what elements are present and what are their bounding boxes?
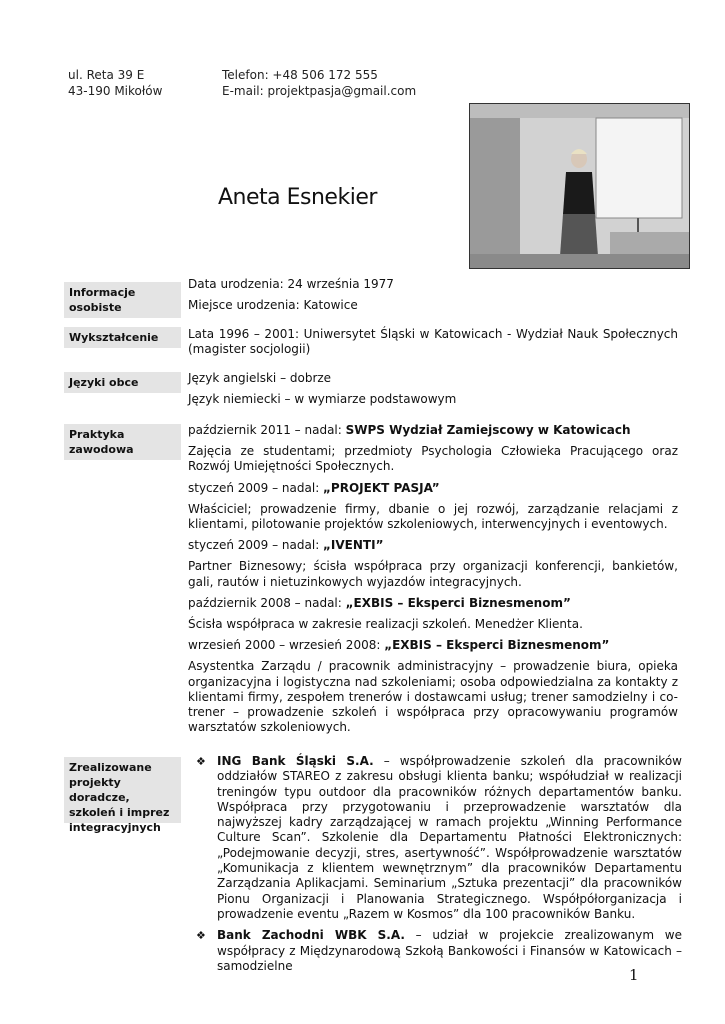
phone-number: Telefon: +48 506 172 555 — [222, 68, 378, 82]
section-label-projects: Zrealizowane projekty doradcze, szkoleń i imprez integracyjnych — [64, 757, 181, 823]
experience-info — [188, 423, 678, 741]
birth-date: Data urodzenia: 24 września 1977 — [188, 277, 394, 291]
languages-info — [188, 371, 678, 413]
education-entry: Lata 1996 – 2001: Uniwersytet Śląski w Katowicach - Wydział Nauk Społecznych (magister socjologii) — [188, 327, 678, 356]
diamond-bullet-icon: ❖ — [196, 929, 206, 943]
address-city: 43-190 Mikołów — [68, 84, 163, 98]
job-heading: styczeń 2009 – nadal: „PROJEKT PASJA” — [188, 480, 440, 495]
projects-list — [196, 754, 682, 980]
job-organization: „EXBIS – Eksperci Biznesmenom” — [345, 595, 571, 610]
education-info — [188, 327, 678, 363]
job-description: Zajęcia ze studentami; przedmioty Psychologia Człowieka Pracującego oraz Rozwój Umiejętności Społecznych. — [188, 444, 678, 474]
list-item — [196, 754, 682, 922]
job-heading: październik 2011 – nadal: SWPS Wydział Zamiejscowy w Katowicach — [188, 423, 631, 437]
address-street: ul. Reta 39 E — [68, 68, 145, 82]
language-item: Język angielski – dobrze — [188, 371, 332, 385]
project-description: – współprowadzenie szkoleń dla pracowników oddziałów STAREO z zakresu obsługi klienta banku; współudział w realizacji treningów typu outdoor dla pracowników różnych departamentów banku. Współpraca przy przygotowaniu i przeprowadzenie warsztatów dla najwyższej kadry zarządzającej w ramach projektu „Winning Performance Culture Scan”. Szkolenie dla Departamentu Płatności Elektronicznych: „Podejmowanie decyzji, stres, asertywność”. Współprowadzenie warsztatów „Komunikacja z klientem wewnętrznym” dla pracowników Departamentu Zarządzania Aplikacjami. Seminarium „Sztuka prezentacji” dla pracowników Pionu Organizacji i Planowania Strategicznego. Współpółorganizacja i prowadzenie eventu „Razem w Kosmos” dla 100 pracowników Banku. — [217, 754, 682, 921]
section-label-personal: Informacje osobiste — [64, 282, 181, 318]
section-label-languages: Języki obce — [64, 372, 181, 393]
project-organization: Bank Zachodni WBK S.A. — [217, 928, 405, 943]
person-name: Aneta Esnekier — [218, 185, 377, 210]
contact-details — [222, 67, 416, 99]
profile-photo — [469, 103, 690, 269]
list-item — [196, 928, 682, 974]
job-organization: „PROJEKT PASJA” — [323, 480, 440, 495]
job-heading: październik 2008 – nadal: „EXBIS – Eksperci Biznesmenom” — [188, 595, 571, 610]
page-number: 1 — [629, 966, 639, 984]
job-heading: wrzesień 2000 – wrzesień 2008: „EXBIS – Eksperci Biznesmenom” — [188, 638, 610, 653]
job-description: Partner Biznesowy; ścisła współpraca przy organizacji konferencji, bankietów, gali, rautów i nietuzinkowych wyjazdów integracyjnych. — [188, 559, 678, 589]
job-heading: styczeń 2009 – nadal: „IVENTI” — [188, 538, 384, 553]
job-organization: „IVENTI” — [323, 538, 384, 553]
email-address[interactable]: E-mail: projektpasja@gmail.com — [222, 84, 417, 98]
section-label-experience: Praktyka zawodowa — [64, 424, 181, 460]
project-organization: ING Bank Śląski S.A. — [217, 754, 374, 768]
job-organization: „EXBIS – Eksperci Biznesmenom” — [384, 638, 610, 653]
job-organization: SWPS Wydział Zamiejscowy w Katowicach — [345, 423, 631, 437]
job-description: Właściciel; prowadzenie firmy, dbanie o jej rozwój, zarządzanie relacjami z klientami, pilotowanie projektów szkoleniowych, interwencyjnych i eventowych. — [188, 501, 678, 532]
section-label-education: Wykształcenie — [64, 327, 181, 348]
job-description: Asystentka Zarządu / pracownik administracyjny – prowadzenie biura, opieka organizacyjna i logistyczna nad szkoleniami; osoba odpowiedzialna za kontakty z klientami firmy, zespołem trenerów i dostawcami usług; trener samodzielny i co-trener – prowadzenie szkoleń i współpraca przy opracowywaniu programów warsztatów szkoleniowych. — [188, 659, 678, 735]
language-item: Język niemiecki – w wymiarze podstawowym — [188, 392, 457, 406]
diamond-bullet-icon: ❖ — [196, 755, 206, 768]
birth-place: Miejsce urodzenia: Katowice — [188, 298, 358, 312]
project-description: – udział w projekcie zrealizowanym we współpracy z Międzynarodową Szkołą Bankowości i Finansów w Katowicach – samodzielne — [217, 928, 682, 973]
personal-info — [188, 277, 678, 319]
contact-address — [68, 67, 162, 99]
job-description: Ścisła współpraca w zakresie realizacji szkoleń. Menedżer Klienta. — [188, 617, 583, 632]
